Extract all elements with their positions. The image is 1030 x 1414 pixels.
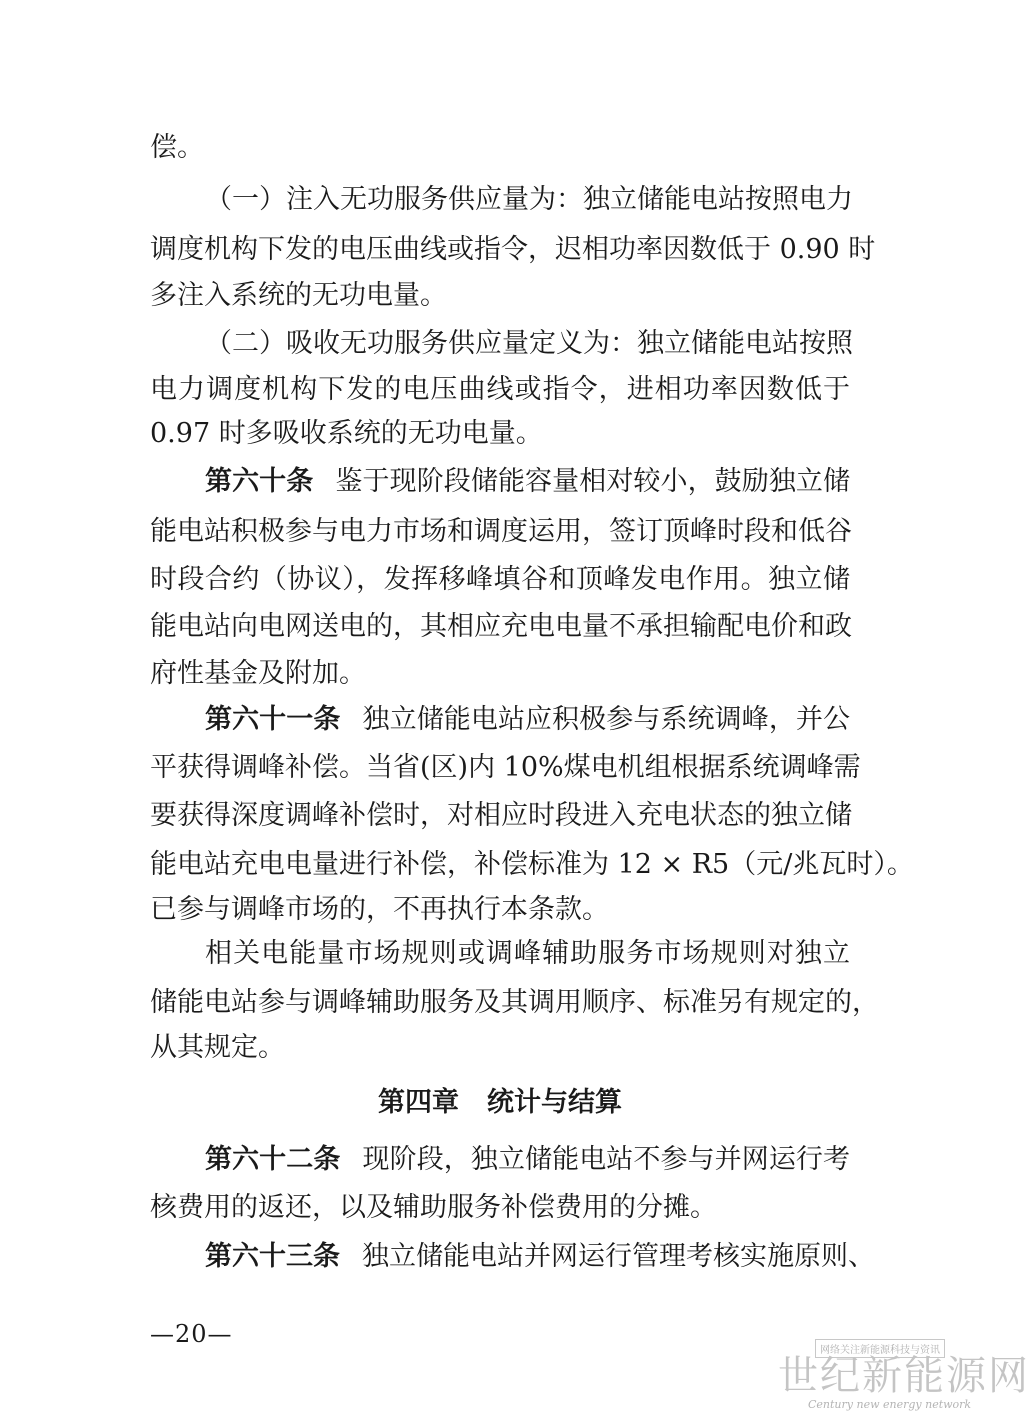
line-text: 独立储能电站应积极参与系统调峰，并公: [362, 704, 851, 735]
text-line: [150, 1028, 850, 1068]
line-text: 能电站向电网送电的，其相应充电电量不承担输配电价和政: [150, 611, 852, 642]
article-heading: 第六十三条: [205, 1241, 340, 1272]
line-text: 相关电能量市场规则或调峰辅助服务市场规则对独立: [205, 938, 850, 969]
text-line: [150, 560, 850, 600]
chapter-title: 统计与结算: [487, 1087, 622, 1118]
text-line: [205, 324, 853, 364]
line-text: 从其规定。: [150, 1032, 285, 1063]
text-line: [205, 180, 853, 220]
line-text: （一）注入无功服务供应量为：独立储能电站按照电力: [205, 184, 853, 215]
text-line: [150, 276, 850, 316]
text-line: [150, 654, 850, 694]
line-text: 电力调度机构下发的电压曲线或指令，进相功率因数低于: [150, 374, 850, 405]
text-line: [150, 845, 914, 885]
text-line: [205, 1140, 850, 1180]
text-line: [205, 700, 850, 740]
article-heading: 第六十二条: [205, 1144, 341, 1175]
line-text: 平获得调峰补偿。当省(区)内 10%煤电机组根据系统调峰需: [150, 752, 861, 783]
line-text: 能电站充电电量进行补偿，补偿标准为 12 × R5（元/兆瓦时）。: [150, 849, 914, 880]
article-heading: 第六十条: [205, 466, 314, 497]
text-line: [205, 1237, 875, 1277]
line-text: （二）吸收无功服务供应量定义为：独立储能电站按照: [205, 328, 853, 359]
watermark-logo: 世纪新能源网: [778, 1353, 1030, 1399]
chapter-heading: [0, 1083, 1000, 1123]
line-text: 已参与调峰市场的，不再执行本条款。: [150, 894, 609, 925]
text-line: [150, 607, 850, 647]
text-line: [150, 370, 850, 410]
text-line: [150, 128, 850, 168]
text-line: [150, 230, 876, 270]
line-text: 偿。: [150, 132, 204, 163]
text-line: [150, 1188, 850, 1228]
line-text: 0.97 时多吸收系统的无功电量。: [150, 418, 543, 449]
line-text: 府性基金及附加。: [150, 658, 366, 689]
line-text: 要获得深度调峰补偿时，对相应时段进入充电状态的独立储: [150, 800, 852, 831]
text-line: [150, 796, 850, 836]
text-line: [150, 890, 850, 930]
line-text: 独立储能电站并网运行管理考核实施原则、: [362, 1241, 875, 1272]
watermark-english: Century new energy network: [808, 1398, 972, 1411]
text-line: [205, 934, 850, 974]
line-text: 鉴于现阶段储能容量相对较小，鼓励独立储: [335, 466, 851, 497]
line-text: 现阶段，独立储能电站不参与并网运行考: [362, 1144, 851, 1175]
article-heading: 第六十一条: [205, 704, 341, 735]
page-number: —20—: [150, 1320, 233, 1348]
line-text: 多注入系统的无功电量。: [150, 280, 447, 311]
watermark-tagline: 网络关注新能源科技与资讯: [815, 1339, 945, 1358]
chapter-number: 第四章: [378, 1087, 459, 1118]
line-text: 调度机构下发的电压曲线或指令，迟相功率因数低于 0.90 时: [150, 234, 876, 265]
line-text: 时段合约（协议），发挥移峰填谷和顶峰发电作用。独立储: [150, 564, 850, 595]
text-line: [205, 462, 850, 502]
text-line: [150, 414, 850, 454]
text-line: [150, 512, 850, 552]
text-line: [150, 748, 861, 788]
line-text: 核费用的返还，以及辅助服务补偿费用的分摊。: [150, 1192, 717, 1223]
line-text: 能电站积极参与电力市场和调度运用，签订顶峰时段和低谷: [150, 516, 852, 547]
text-line: [150, 983, 879, 1023]
line-text: 储能电站参与调峰辅助服务及其调用顺序、标准另有规定的，: [150, 987, 879, 1018]
